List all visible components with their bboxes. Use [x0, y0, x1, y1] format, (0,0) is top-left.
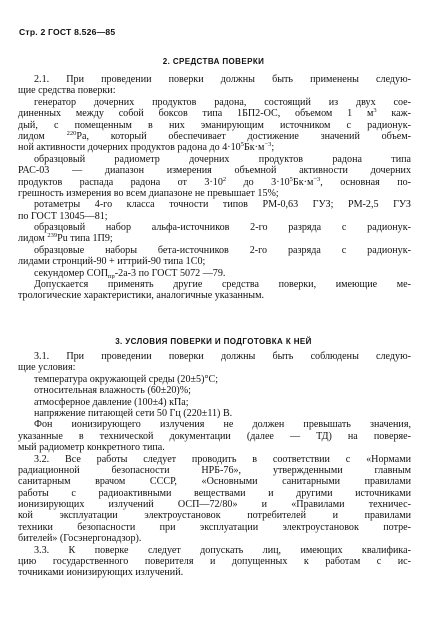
- paragraph-line: грешность измерения во всем диапазоне не превышает 15%;: [18, 187, 279, 199]
- superscript: −3: [313, 176, 321, 183]
- paragraph-line: кой эксплуатации электроустановок потребителей и правилами: [18, 510, 411, 522]
- paragraph-line: по ГОСТ 13045—81;: [18, 210, 108, 222]
- page-header: Стр. 2 ГОСТ 8.526—85: [19, 27, 116, 37]
- superscript: 5: [240, 142, 244, 149]
- section-2-title: 2. СРЕДСТВА ПОВЕРКИ: [162, 57, 265, 66]
- paragraph-line: ротаметры 4-го класса точности типов РМ-0,63 ГУЗ; РМ-2,5 ГУЗ: [34, 199, 411, 211]
- paragraph-line: техники безопасности при эксплуатации электроустановок потре-: [18, 521, 411, 533]
- paragraph-line: лидом $^{239}$Pu типа 1П9;: [18, 233, 113, 245]
- paragraph-line: диненных между собой боксов типа 1БП2-ОС, объемом 1 $м^3$ каж-: [18, 108, 411, 120]
- paragraph-line: РАС-03 — диапазон измерения объемной активности дочерних: [18, 165, 411, 177]
- paragraph-line: образцовый радиометр дочерних продуктов радона типа: [34, 153, 411, 165]
- superscript: 2: [222, 176, 227, 183]
- paragraph-line: лидом $^{220}$Ра, который обеспечивает достижение значений объем-: [18, 130, 411, 142]
- paragraph-line: 3.2. Все работы следует проводить в соответствии с «Нормами: [34, 453, 411, 465]
- paragraph-line: напряжение питающей сети 50 Гц (220±11) В.: [34, 407, 233, 419]
- paragraph-line: щие средства поверки:: [18, 85, 116, 97]
- paragraph-line: 3.1. При проведении поверки должны быть соблюдены следую-: [34, 351, 411, 362]
- paragraph-line: указанные в технической документации (далее — ТД) на поверяе-: [18, 430, 411, 442]
- paragraph-line: точниками ионизирующих излучений.: [18, 567, 184, 579]
- paragraph-line: 2.1. При проведении поверки должны быть применены следую-: [34, 74, 411, 85]
- paragraph-line: бителей» (Госэнергонадзор).: [18, 533, 142, 545]
- section-3-title: 3. УСЛОВИЯ ПОВЕРКИ И ПОДГОТОВКА К НЕЙ: [115, 337, 312, 346]
- paragraph-line: мый радиометр конкретного типа.: [18, 442, 165, 454]
- paragraph-line: санитарным врачом СССР, «Основными санитарными правилами: [18, 476, 411, 488]
- superscript: 220: [66, 130, 77, 137]
- superscript: 239: [47, 233, 58, 240]
- paragraph-line: дый, с помещенным в них эманирующим источником с радионук-: [18, 119, 411, 131]
- paragraph-line: атмосферное давление (100±4) кПа;: [34, 396, 189, 408]
- paragraph-line: Фон ионизирующего излучения не должен превышать значения,: [34, 419, 411, 431]
- paragraph-line: радиационной безопасности НРБ-76», утвержденными главным: [18, 464, 411, 476]
- superscript: −3: [264, 142, 272, 149]
- superscript: 5: [289, 176, 293, 183]
- paragraph-line: трологические характеристики, аналогичные указанным.: [18, 290, 264, 302]
- subscript: пр: [108, 272, 115, 280]
- paragraph-line: 3.3. К поверке следует допускать лиц, имеющих квалифика-: [34, 544, 411, 556]
- paragraph-line: температура окружающей среды (20±5)°С;: [34, 373, 219, 385]
- paragraph-line: щие условия:: [18, 362, 76, 374]
- paragraph-line: секундомер $СОП_{пр}-2а-3$ по ГОСТ 5072 —79.: [34, 267, 226, 280]
- section-3-body: [18, 351, 411, 579]
- paragraph-line: генератор дочерних продуктов радона, состоящий из двух сое-: [34, 96, 411, 108]
- paragraph-line: образцовый набор альфа-источников 2-го разряда с радионук-: [34, 222, 411, 234]
- section-2-body: [18, 74, 411, 302]
- paragraph-line: Допускается применять другие средства поверки, имеющие ме-: [34, 279, 411, 291]
- paragraph-line: лидами стронций-90 + иттрий-90 типа 1С0;: [18, 256, 206, 268]
- paragraph-line: цию государственного поверителя и допущенных к работам с ис-: [18, 556, 411, 568]
- paragraph-line: относительная влажность (60±20)%;: [34, 385, 191, 397]
- paragraph-line: работы с радиоактивными веществами и другими источниками: [18, 487, 411, 499]
- paragraph-line: продуктов распада радона от $3\cdot 10^2$ до $3\cdot 10^5Бк\cdot м^{-3}$, основная по-: [18, 176, 411, 188]
- paragraph-line: ионизирующих излучений ОСП—72/80» и «Правилами техничес-: [18, 499, 411, 511]
- superscript: 3: [373, 108, 377, 115]
- paragraph-line: образцовые наборы бета-источников 2-го разряда с радионук-: [34, 244, 411, 256]
- paragraph-line: ной активности дочерних продуктов радона до $4\cdot 10^5Бк\cdot м^{-3}$;: [18, 142, 275, 154]
